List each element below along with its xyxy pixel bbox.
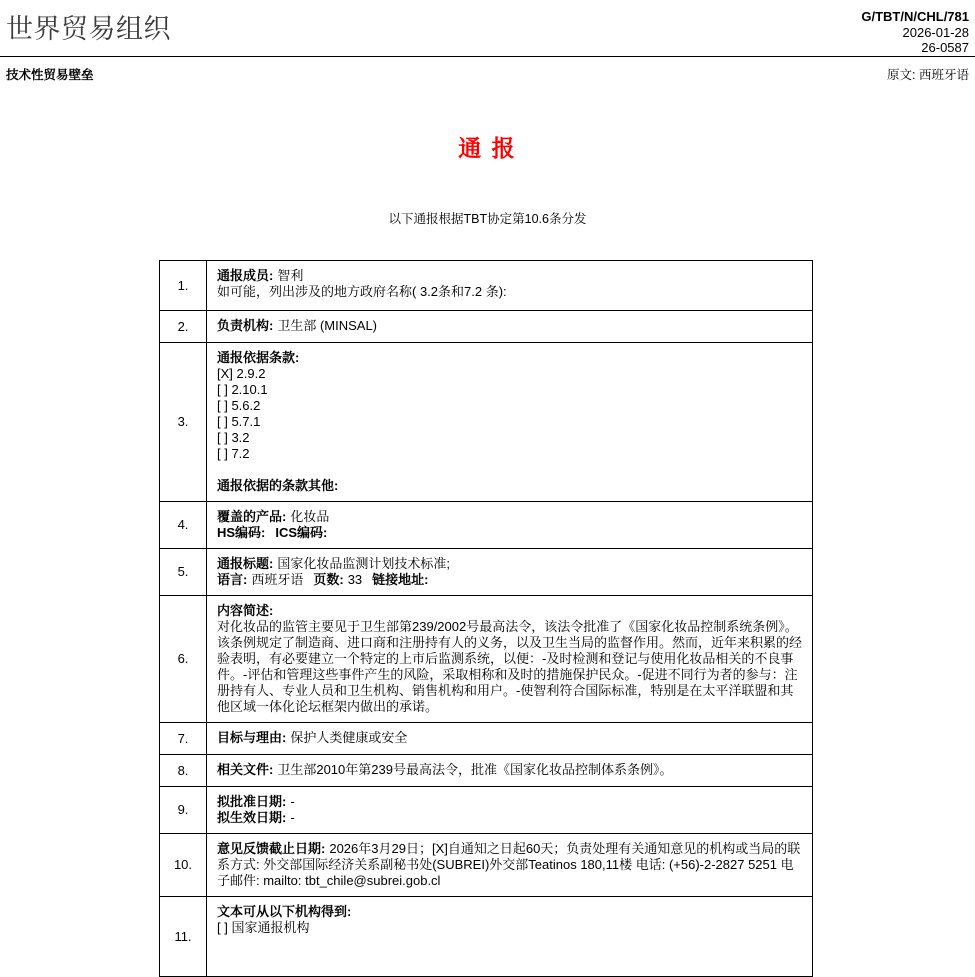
field-label: 文本可从以下机构得到: (217, 904, 352, 919)
source-option: [ ] 国家通报机构 (217, 920, 310, 935)
row-content (207, 596, 813, 723)
organization-name: 世界贸易组织 (6, 14, 171, 44)
row-number: 2. (160, 311, 207, 343)
article-option: [X] 2.9.2 (217, 366, 266, 381)
document-number: 26-0587 (921, 40, 969, 55)
field-label: 目标与理由: (217, 730, 287, 745)
field-label: 内容简述: (217, 603, 274, 618)
original-language: 原文: 西班牙语 (887, 68, 969, 82)
row-number: 3. (160, 343, 207, 502)
field-label: 覆盖的产品: (217, 509, 287, 524)
pages-value: 33 (347, 572, 363, 587)
row-number: 7. (160, 723, 207, 755)
ics-code-label: ICS编码: (275, 525, 328, 540)
table-row-final-date-for-comments (160, 834, 813, 897)
row-number: 10. (160, 834, 207, 897)
table-row-description-of-content (160, 596, 813, 723)
committee-name: 技术性贸易壁垒 (6, 68, 94, 82)
table-row-notification-title (160, 549, 813, 596)
article-option: [ ] 7.2 (217, 446, 250, 461)
field-label: 负责机构: (217, 318, 274, 333)
table-row-proposed-dates (160, 787, 813, 834)
row-number: 11. (160, 897, 207, 977)
field-note: 如可能，列出涉及的地方政府名称( 3.2条和7.2 条): (217, 284, 507, 299)
field-value: 智利 (277, 268, 304, 283)
row-content (207, 834, 813, 897)
notification-table (159, 260, 813, 977)
table-row-objective-and-rationale (160, 723, 813, 755)
row-content (207, 343, 813, 502)
field-value: 卫生部 (MINSAL) (277, 318, 378, 333)
field-label: 通报标题: (217, 556, 274, 571)
adoption-date-value: - (290, 794, 295, 809)
row-number: 6. (160, 596, 207, 723)
entry-into-force-value: - (290, 810, 295, 825)
field-label: 通报依据的条款其他: (217, 478, 339, 493)
table-row-notified-under-articles (160, 343, 813, 502)
spacer (217, 462, 802, 478)
article-option: [ ] 5.7.1 (217, 414, 261, 429)
description-body: 对化妆品的监管主要见于卫生部第239/2002号最高法令，该法令批准了《国家化妆品控制系统条例》。该条例规定了制造商、进口商和注册持有人的义务，以及卫生当局的监督作用。然而，近年来积累的经验表明，有必要建立一个特定的上市后监测系统，以便：-及时检测和登记与使用化妆品相关的不良事件。-评估和管理这些事件产生的风险，采取相称和及时的措施保护民众。-促进不同行为者的参与：注册持有人、专业人员和卫生机构、销售机构和用户。-使智利符合国际标准，特别是在太平洋联盟和其他区域一体化论坛框架内做出的承诺。 (217, 619, 803, 714)
language-value: 西班牙语 (251, 572, 304, 587)
field-value: 保护人类健康或安全 (290, 730, 408, 745)
link-label: 链接地址: (372, 572, 429, 587)
page-title: 通 报 (458, 135, 517, 161)
table-row-notifying-member (160, 261, 813, 311)
field-label: 相关文件: (217, 762, 274, 777)
row-content (207, 723, 813, 755)
row-number: 5. (160, 549, 207, 596)
row-number: 9. (160, 787, 207, 834)
document-header (0, 0, 975, 56)
row-content (207, 787, 813, 834)
row-content (207, 261, 813, 311)
document-reference-block (861, 6, 969, 56)
language-label: 语言: (217, 572, 248, 587)
field-value: 国家化妆品监测计划技术标准; (277, 556, 450, 571)
row-content (207, 502, 813, 549)
row-number: 4. (160, 502, 207, 549)
field-value: 2026年3月29日；[X]自通知之日起60天；负责处理有关通知意见的机构或当局的联系方式: 外交部国际经济关系副秘书处(SUBREI)外交部Teatinos 180,11楼 电话: (+56)-2-2827 5251 电子邮件: mailto: tbt_chile@subrei.gob.cl (217, 841, 801, 888)
field-value: 化妆品 (290, 509, 330, 524)
row-number: 8. (160, 755, 207, 787)
table-row-products-covered (160, 502, 813, 549)
entry-into-force-label: 拟生效日期: (217, 810, 287, 825)
pages-label: 页数: (313, 572, 344, 587)
page-subtitle: 以下通报根据TBT协定第10.6条分发 (388, 212, 587, 226)
row-content (207, 311, 813, 343)
field-label: 通报成员: (217, 268, 274, 283)
header-subrow (0, 57, 975, 83)
hs-code-label: HS编码: (217, 525, 266, 540)
field-label: 意见反馈截止日期: (217, 841, 326, 856)
row-number: 1. (160, 261, 207, 311)
article-option: [ ] 3.2 (217, 430, 250, 445)
table-row-responsible-agency (160, 311, 813, 343)
table-row-relevant-documents (160, 755, 813, 787)
document-date: 2026-01-28 (902, 24, 969, 40)
article-option: [ ] 5.6.2 (217, 398, 261, 413)
row-content (207, 755, 813, 787)
row-content (207, 549, 813, 596)
adoption-date-label: 拟批准日期: (217, 794, 287, 809)
document-symbol: G/TBT/N/CHL/781 (861, 9, 969, 24)
field-label: 通报依据条款: (217, 350, 300, 365)
field-value: 卫生部2010年第239号最高法令，批准《国家化妆品控制体系条例》。 (277, 762, 673, 777)
article-option: [ ] 2.10.1 (217, 382, 268, 397)
